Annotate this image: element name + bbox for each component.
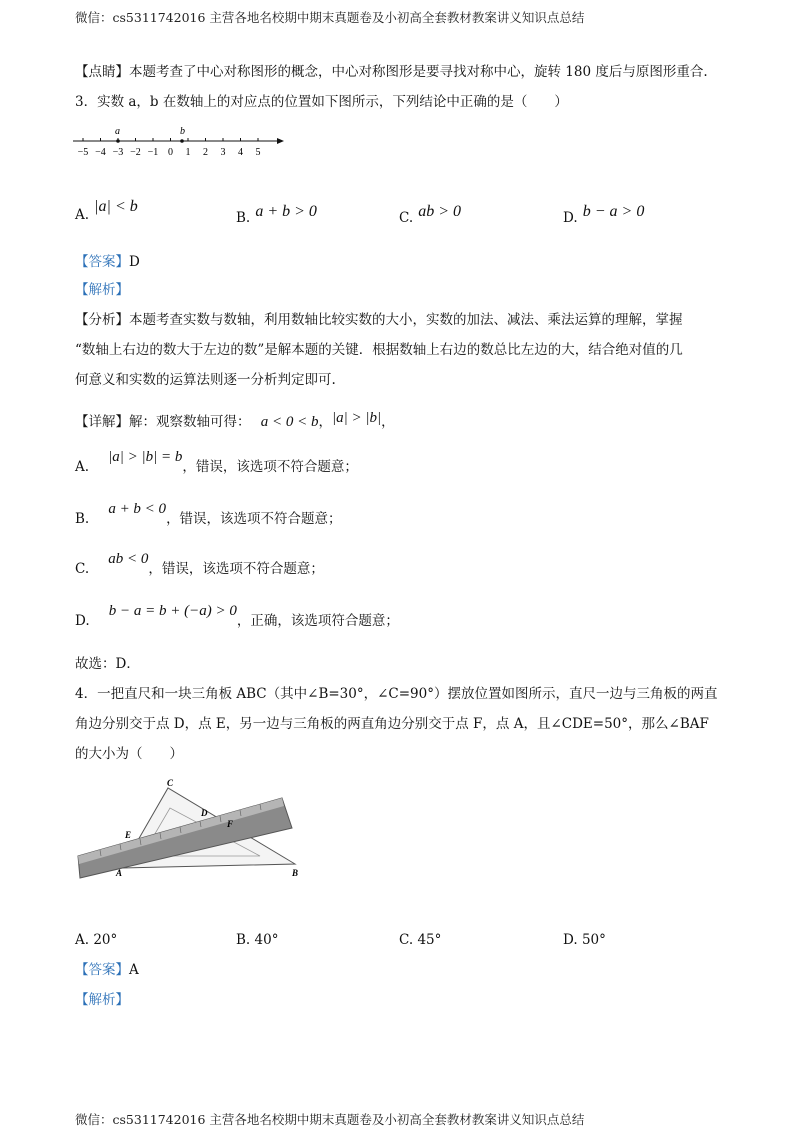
- q3-fenxi-line-1: [75, 310, 683, 330]
- q4-option-c: [399, 930, 441, 950]
- detail-letter: A.: [75, 459, 90, 475]
- detail-letter: C.: [75, 561, 90, 577]
- fenxi-text: 本题考查实数与数轴，利用数轴比较实数的大小，实数的加法、减法、乘法运算的理解，掌握: [129, 312, 683, 328]
- point-b: [180, 139, 184, 143]
- number-line-tick-label: −1: [147, 147, 159, 158]
- q4-stem-line-1: 4．一把直尺和一块三角板 ABC（其中∠B=30°，∠C=90°）摆放位置如图所示，直尺一边与三角板的两直: [75, 686, 718, 702]
- page-header: 微信：cs5311742016 主营各地名校期中期末真题卷及小初高全套教材教案讲义知识点总结: [75, 10, 585, 25]
- label-b: b: [180, 126, 185, 137]
- q3-detail-c: [75, 551, 324, 579]
- option-value: 20°: [93, 932, 118, 948]
- detail-comment: ，错误，该选项不符合题意；: [166, 511, 342, 527]
- detail-letter: D.: [75, 613, 90, 629]
- option-letter: A.: [75, 932, 90, 948]
- number-line-tick-label: −2: [130, 147, 141, 158]
- q3-detail-b: [75, 501, 342, 529]
- q3-option-c: [399, 203, 462, 227]
- dianjing-tag: 【点睛】: [75, 64, 129, 80]
- option-letter: C.: [399, 932, 414, 948]
- q4-option-d: [563, 930, 606, 950]
- q3-conclusion: 故选：D．: [75, 656, 140, 672]
- q3-stem: 3．实数 a，b 在数轴上的对应点的位置如下图所示，下列结论中正确的是（ ）: [75, 94, 568, 110]
- q3-fenxi-line-2: “数轴上右边的数大于左边的数”是解本题的关键．根据数轴上右边的数总比左边的大，结合绝对值的几: [75, 342, 683, 358]
- detail-end: ，: [381, 414, 395, 430]
- q4-option-a: [75, 930, 117, 950]
- option-letter: C.: [399, 210, 414, 226]
- q3-detail-d: [75, 603, 399, 631]
- detail-expr: a + b < 0: [108, 501, 167, 517]
- label-d: D: [201, 808, 208, 818]
- option-value: 45°: [417, 932, 442, 948]
- q4-analysis-tag: 【解析】: [75, 992, 129, 1008]
- detail-expr-2: |a| > |b|: [332, 410, 382, 426]
- detail-expr-1: a < 0 < b: [260, 414, 319, 430]
- option-letter: A.: [75, 207, 90, 223]
- number-line-arrow: [277, 138, 284, 144]
- label-c: C: [167, 778, 174, 788]
- q3-option-a: [75, 198, 138, 224]
- page-footer: 微信：cs5311742016 主营各地名校期中期末真题卷及小初高全套教材教案讲义知识点总结: [75, 1112, 585, 1127]
- number-line-tick-label: 0: [168, 147, 173, 158]
- detail-comment: ，正确，该选项符合题意；: [236, 613, 399, 629]
- detail-letter: B.: [75, 511, 90, 527]
- option-expr: b − a > 0: [582, 203, 645, 220]
- option-value: 50°: [581, 932, 606, 948]
- number-line: [70, 120, 300, 162]
- number-line-tick-label: −4: [95, 147, 106, 158]
- number-line-tick-label: −5: [77, 147, 89, 158]
- q4-stem-line-3: 的大小为（ ）: [75, 746, 183, 762]
- dianjing-paragraph: [75, 62, 708, 82]
- number-line-tick-label: 1: [185, 147, 191, 158]
- option-expr: ab > 0: [418, 203, 462, 220]
- answer-tag: 【答案】: [75, 962, 129, 978]
- fenxi-tag: 【分析】: [75, 312, 129, 328]
- number-line-tick-label: 4: [238, 147, 243, 158]
- detail-expr: ab < 0: [108, 551, 149, 567]
- option-letter: D.: [563, 210, 578, 226]
- option-expr: |a| < b: [94, 198, 138, 215]
- number-line-tick-label: 3: [220, 147, 226, 158]
- detail-sep: ，: [318, 414, 333, 430]
- option-expr: a + b > 0: [255, 203, 317, 220]
- option-letter: B.: [236, 210, 251, 226]
- detail-expr: b − a = b + (−a) > 0: [108, 603, 237, 619]
- q3-option-b: [236, 203, 317, 227]
- label-a-vertex: A: [116, 868, 123, 878]
- q4-stem-line-2: 角边分别交于点 D，点 E，另一边与三角板的两直角边分别交于点 F，点 A，且∠CDE=50°，那么∠BAF: [75, 716, 709, 732]
- q3-detail-intro: [75, 412, 395, 432]
- detail-tag: 【详解】: [75, 414, 129, 430]
- ruler-triangle-figure: [70, 776, 320, 916]
- q3-answer: [75, 252, 140, 272]
- q3-analysis-tag: 【解析】: [75, 282, 129, 298]
- detail-intro-text: 解：观察数轴可得：: [129, 414, 251, 430]
- answer-value: D: [129, 254, 140, 270]
- point-a: [116, 139, 120, 143]
- option-letter: B.: [236, 932, 251, 948]
- detail-comment: ，错误，该选项不符合题意；: [182, 459, 358, 475]
- q3-fenxi-line-3: 何意义和实数的运算法则逐一分析判定即可.: [75, 372, 336, 388]
- number-line-tick-label: 2: [203, 147, 208, 158]
- label-a: a: [115, 126, 120, 137]
- label-b-vertex: B: [292, 868, 299, 878]
- answer-value: A: [129, 962, 139, 978]
- label-e: E: [125, 830, 132, 840]
- number-line-tick-label: −3: [112, 147, 124, 158]
- q3-option-d: [563, 203, 645, 227]
- dianjing-text: 本题考查了中心对称图形的概念，中心对称图形是要寻找对称中心，旋转 180 度后与原图形重合.: [129, 64, 708, 80]
- option-value: 40°: [254, 932, 279, 948]
- label-f: F: [227, 819, 234, 829]
- q3-detail-a: [75, 449, 358, 477]
- answer-tag: 【答案】: [75, 254, 129, 270]
- option-letter: D.: [563, 932, 578, 948]
- q4-answer: [75, 960, 139, 980]
- detail-expr: |a| > |b| = b: [108, 449, 183, 465]
- number-line-tick-label: 5: [255, 147, 261, 158]
- detail-comment: ，错误，该选项不符合题意；: [148, 561, 324, 577]
- q4-option-b: [236, 930, 278, 950]
